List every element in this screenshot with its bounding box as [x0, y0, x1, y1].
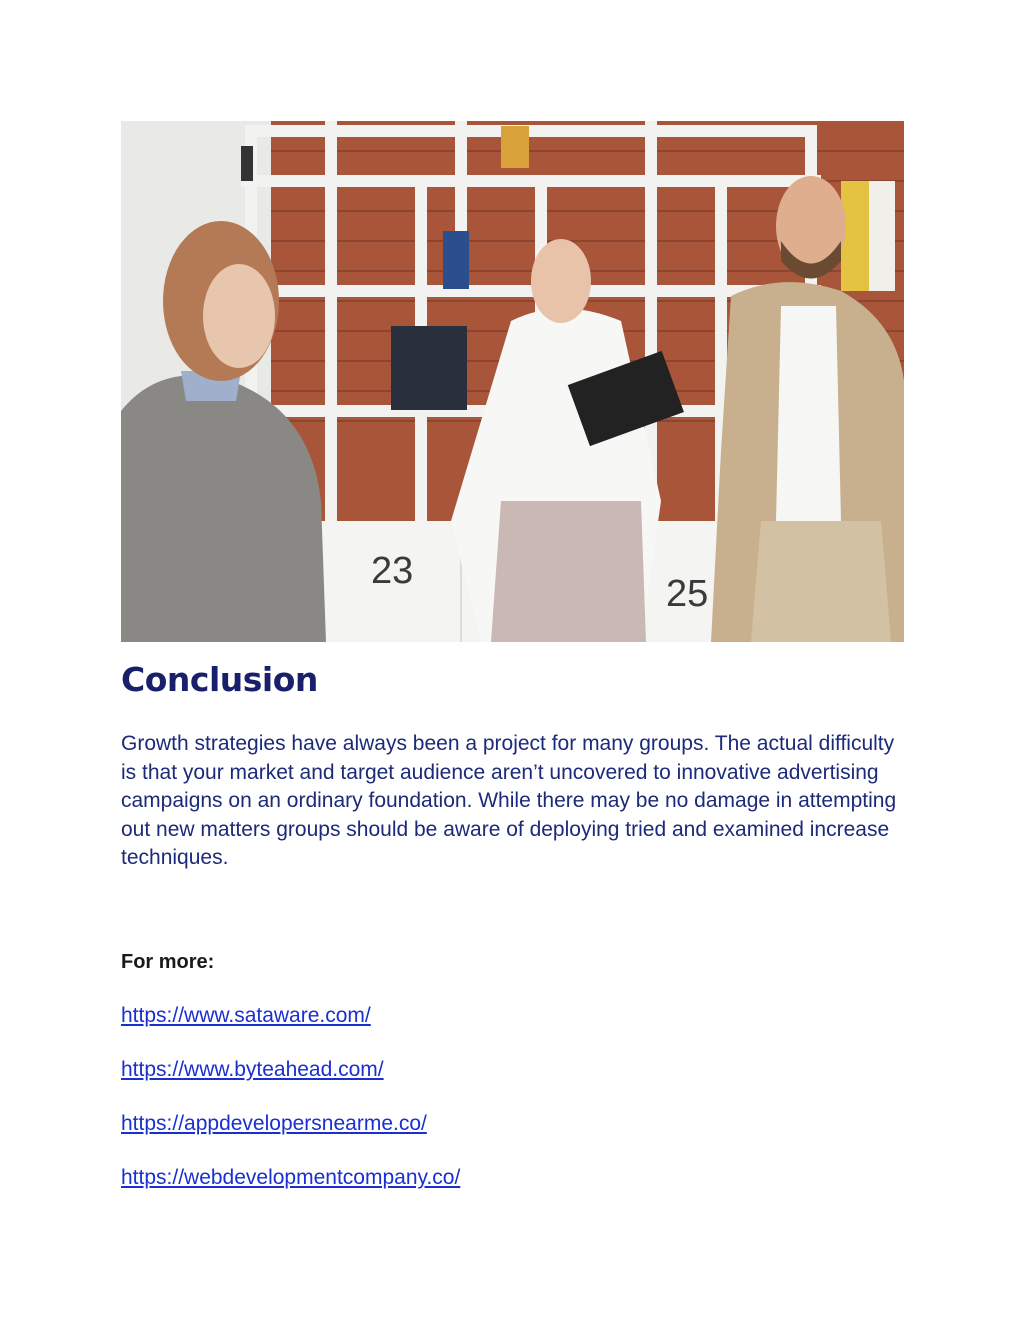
link-sataware[interactable]: https://www.sataware.com/	[121, 1004, 371, 1027]
link-byteahead[interactable]: https://www.byteahead.com/	[121, 1058, 384, 1081]
for-more-label: For more:	[121, 951, 215, 973]
page-title: Conclusion	[121, 660, 318, 699]
link-webdevelopmentcompany[interactable]: https://webdevelopmentcompany.co/	[121, 1166, 461, 1189]
shelf-number-23: 23	[371, 550, 414, 592]
conclusion-paragraph: Growth strategies have always been a project for many groups. The actual difficulty is that your market and target audience aren’t uncovered to innovative advertising campaigns on an ordinary foundation. While there may be no damage in attempting out new matters groups should be aware of deploying tried and examined increase techniques.	[121, 732, 897, 869]
link-appdevelopersnearme[interactable]: https://appdevelopersnearme.co/	[121, 1112, 427, 1135]
office-meeting-photo	[121, 121, 904, 642]
office-meeting-illustration	[121, 121, 904, 642]
shelf-number-25: 25	[666, 573, 709, 615]
